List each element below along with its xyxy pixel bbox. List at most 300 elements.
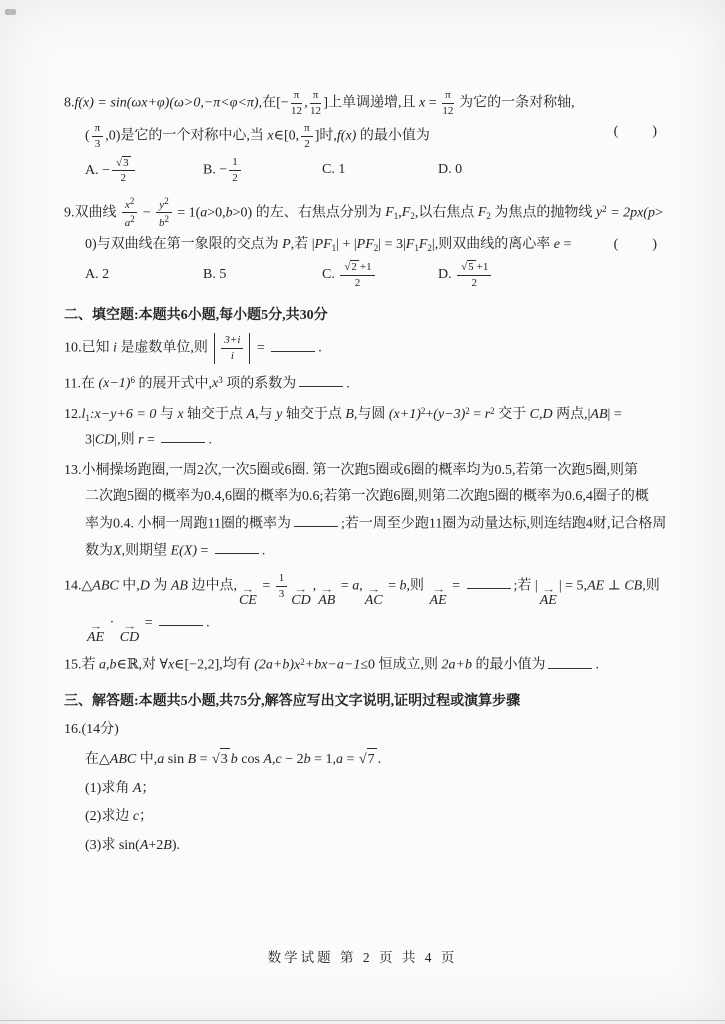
math-run: a,b: [99, 657, 117, 673]
text-run: ).: [171, 838, 181, 854]
text-run: π: [293, 89, 300, 101]
text-run: D. 0: [438, 162, 463, 178]
text-run: 1: [278, 571, 285, 584]
text-run: 为它的一条对称轴,: [455, 95, 575, 111]
question-15: [64, 654, 667, 676]
vector-symbol: [120, 622, 139, 645]
text-run: A. 2: [85, 266, 110, 282]
subscript: 1: [414, 243, 419, 254]
subscript: 2: [410, 211, 415, 222]
math-run: AB: [170, 578, 188, 594]
text-run: 边中点,: [187, 578, 237, 594]
text-run: 在△: [85, 751, 110, 767]
text-run: ,若 |: [290, 237, 315, 253]
vector-symbol: [318, 585, 335, 608]
text-run: ≤0 恒成立,则: [360, 657, 442, 673]
answer-blank-field: [299, 373, 343, 387]
math-run: +bx−a−1: [304, 657, 361, 673]
text-run: 2: [304, 137, 310, 150]
math-run: $F_1$: [405, 237, 419, 254]
q12-line-2: [85, 429, 667, 451]
text-run: ,则: [642, 578, 660, 594]
q11-line-1: [64, 373, 667, 395]
text-run: ]上单调递增,且: [323, 95, 419, 111]
text-run: .: [208, 431, 212, 447]
superscript: 2: [129, 195, 135, 206]
text-run: 2: [354, 276, 361, 289]
text-run: ,以右焦点: [414, 205, 478, 221]
q8-option-a: [85, 155, 203, 186]
math-run: a: [200, 205, 208, 221]
text-run: .: [346, 375, 350, 391]
text-run: 数为: [85, 543, 113, 559]
text-run: 13.小桐操场跑圈,一周2次,一次5圈或6圈. 第一次跑5圈或6圈的概率均为0.5,若第一次跑5圈,则第: [64, 462, 638, 478]
math-run: i: [230, 349, 234, 362]
math-run: B: [345, 406, 354, 422]
text-run: ；: [139, 809, 154, 825]
superscript: 2: [164, 195, 169, 206]
question-12: [64, 404, 667, 451]
text-run: +: [425, 406, 434, 422]
text-run: 二次跑5圈的概率为0.4,6圈的概率为0.6;若第一次跑6圈,则第二次跑5圈的概率为0.6,4圈子的概: [85, 489, 649, 505]
question-10: [64, 333, 667, 363]
math-run: b: [399, 578, 407, 594]
vector-base: CD: [291, 593, 311, 609]
math-run: $PF_2$: [356, 237, 379, 254]
fraction-denominator: [291, 104, 303, 118]
text-run: 11.在: [64, 375, 99, 391]
math-run: b: [230, 751, 238, 767]
text-run: | = 5,: [558, 578, 588, 594]
fraction-numerator: [301, 122, 313, 137]
text-run: | = 3|: [378, 237, 406, 253]
text-run: =: [253, 340, 269, 356]
text-run: ∈ℝ,对 ∀: [116, 657, 168, 673]
radical-sign-icon: √: [344, 261, 351, 274]
question-16: [64, 719, 667, 856]
text-run: ,在[: [258, 95, 281, 111]
math-run: $F_1$: [385, 205, 399, 222]
text-run: 的最小值为: [471, 657, 546, 673]
vector-symbol: [291, 585, 310, 608]
text-run: cos: [237, 751, 264, 767]
math-run: A: [263, 751, 272, 767]
text-run: 两点,|: [552, 406, 591, 422]
answer-blank-field: [294, 513, 338, 527]
math-run: C,D: [529, 406, 553, 422]
math-run: AB: [590, 406, 608, 422]
exam-content: [64, 88, 667, 866]
math-run: A: [246, 406, 256, 422]
text-run: (3)求 sin(: [85, 838, 140, 854]
math-run: $x^2$: [125, 195, 135, 211]
math-run: $b^2$: [158, 214, 169, 230]
math-run: a: [157, 751, 165, 767]
text-run: =: [384, 578, 400, 594]
q14-line-1: [64, 571, 667, 609]
fraction-numerator: [112, 156, 135, 172]
text-run: 3: [94, 137, 101, 150]
fraction: [122, 196, 137, 230]
math-run: $y^2$: [595, 204, 607, 221]
text-run: ；: [141, 780, 156, 796]
vector-arrow-icon: →: [366, 584, 381, 595]
math-run: $a^2$: [124, 214, 135, 230]
text-run: 2: [351, 261, 357, 274]
text-run: 2: [120, 172, 127, 185]
sqrt-expression: [461, 260, 476, 274]
math-run: i: [113, 340, 117, 356]
math-run: f(x) = sin(ωx+φ)(ω>0,−π<φ<π): [74, 95, 259, 111]
q9-option-c: [322, 259, 438, 290]
radical-sign-icon: √: [212, 751, 220, 767]
text-run: 的展开式中,: [134, 375, 212, 391]
fraction-numerator: [229, 156, 241, 171]
math-run: B: [163, 838, 172, 854]
text-run: ,: [359, 578, 363, 594]
math-run: c: [132, 809, 140, 825]
text-run: 1: [232, 156, 238, 169]
text-run: 中,: [118, 578, 140, 594]
text-run: π: [312, 89, 319, 101]
math-run: 2a+b: [441, 657, 472, 673]
text-run: ,: [271, 751, 276, 767]
math-run: $l_1$: [81, 406, 90, 423]
superscript: 2: [300, 656, 305, 667]
math-run: x: [418, 95, 426, 111]
q16-part-1: [85, 778, 667, 800]
fraction: [276, 572, 288, 600]
fraction: [301, 122, 313, 150]
q13-line-1: [64, 460, 667, 482]
fraction: [112, 156, 135, 185]
math-run: r: [138, 431, 144, 447]
q10-line-1: [64, 333, 667, 363]
math-run: a: [336, 751, 343, 767]
math-run: b: [303, 751, 311, 767]
math-run: f(x): [336, 128, 357, 144]
fraction-numerator: [291, 89, 303, 104]
text-run: +2: [148, 838, 164, 854]
superscript: 6: [130, 374, 135, 385]
text-run: ;若 |: [513, 578, 538, 594]
text-run: C. 1: [322, 162, 346, 178]
fraction: [92, 122, 104, 150]
vector-symbol: [540, 585, 557, 608]
text-run: |,则双曲线的离心率: [431, 237, 554, 253]
math-run: A: [132, 780, 142, 796]
radical-sign-icon: √: [461, 261, 468, 274]
text-run: >: [654, 205, 663, 221]
subscript: 2: [373, 243, 379, 254]
text-run: ,: [304, 95, 308, 111]
text-run: 16.(14分): [64, 722, 119, 738]
text-run: (1)求角: [85, 780, 133, 796]
text-run: 9.双曲线: [64, 205, 120, 221]
text-run: |,则: [114, 431, 139, 447]
text-run: (2)求边: [85, 809, 133, 825]
vector-base: AE: [87, 629, 105, 645]
answer-blank-field: [159, 612, 203, 626]
answer-blank-field: [215, 540, 259, 554]
text-run: ;若一周至少跑11圈为动量达标,则连结跑4财,记合格周: [340, 516, 667, 532]
q14-line-2: [85, 612, 667, 646]
math-run: X: [113, 543, 122, 559]
subscript: 2: [486, 211, 491, 222]
text-run: 项的系数为: [222, 375, 297, 391]
text-run: 8.: [64, 95, 75, 111]
text-run: +1: [476, 261, 489, 274]
fraction-denominator: [340, 276, 374, 290]
text-run: 3: [220, 751, 228, 767]
text-run: >0,: [207, 205, 226, 221]
math-run: $F_2$: [401, 205, 415, 222]
text-run: .: [377, 751, 382, 767]
math-run: B: [187, 751, 197, 767]
text-run: ,则: [406, 578, 428, 594]
superscript: 2: [490, 405, 495, 416]
text-run: =: [343, 751, 358, 767]
vector-base: CE: [238, 593, 257, 609]
math-run: CD: [94, 431, 115, 447]
math-run: y: [276, 406, 283, 422]
vector-arrow-icon: →: [294, 584, 308, 595]
subscript: 2: [427, 243, 432, 254]
math-run: a: [352, 578, 360, 594]
scan-bottom-edge: [0, 1020, 725, 1021]
q9-options: [85, 259, 667, 290]
fraction: [457, 260, 491, 289]
question-9: [64, 195, 667, 291]
q16-part-3: [85, 835, 667, 857]
vector-base: AE: [539, 593, 557, 609]
question-14: [64, 571, 667, 645]
text-run: =: [141, 614, 157, 630]
math-run: $r^2$: [484, 405, 495, 422]
fraction-denominator: [92, 137, 104, 151]
q16-part-2: [85, 806, 667, 828]
section-3-header: 三、解答题:本题共5小题,共75分,解答应写出文字说明,证明过程或演算步骤: [64, 694, 521, 710]
fraction-numerator: [221, 334, 243, 349]
fraction-denominator: [156, 213, 171, 230]
math-run: 3+i: [224, 334, 241, 347]
vector-base: AE: [429, 593, 447, 609]
q16-line-1: [64, 719, 667, 741]
q9-option-a: [85, 267, 203, 283]
text-run: =: [143, 431, 159, 447]
math-run: b: [225, 205, 233, 221]
text-run: | =: [607, 406, 622, 422]
fraction: [310, 89, 322, 117]
text-run: − 2: [281, 751, 304, 767]
text-run: 3: [123, 156, 129, 169]
superscript: 2: [602, 204, 607, 215]
fraction: [221, 334, 243, 362]
text-run: 12: [310, 104, 322, 117]
superscript: 3: [218, 374, 223, 385]
text-run: B. 5: [203, 266, 227, 282]
text-run: −: [280, 95, 289, 111]
subscript: 1: [331, 243, 337, 254]
answer-choice-bracket: ( ): [613, 124, 659, 140]
text-run: .: [261, 543, 266, 559]
text-run: B. −: [203, 162, 228, 178]
q8-option-c: [322, 162, 438, 178]
superscript: 2: [420, 405, 426, 416]
fraction-denominator: [221, 349, 243, 363]
text-run: =: [196, 751, 212, 767]
text-run: 交于: [494, 406, 530, 422]
sqrt-expression: [116, 156, 131, 170]
question-8: [64, 88, 667, 186]
text-run: ∈[0,: [273, 128, 300, 144]
fraction-numerator: [122, 196, 137, 214]
text-run: 为: [149, 578, 171, 594]
answer-blank-field: [271, 337, 315, 351]
vector-arrow-icon: →: [241, 584, 255, 595]
subscript: 1: [85, 412, 90, 423]
fraction-numerator: [310, 89, 322, 104]
text-run: ∈[−2,2],均有: [174, 657, 255, 673]
text-run: = 1,: [310, 751, 336, 767]
fraction-numerator: [276, 572, 288, 587]
radical-sign-icon: √: [358, 751, 367, 767]
text-run: .: [595, 657, 599, 673]
fraction-denominator: [229, 171, 241, 185]
fraction: [156, 196, 171, 230]
q8-options: [85, 155, 667, 186]
math-run: E(X): [170, 543, 197, 559]
math-run: D: [139, 578, 150, 594]
math-run: c: [275, 751, 282, 767]
math-run: A: [139, 838, 149, 854]
answer-blank-field: [161, 429, 205, 443]
page-footer: 数学试题 第 2 页 共 4 页: [267, 950, 458, 965]
text-run: =: [337, 578, 353, 594]
q15-line-1: [64, 654, 667, 676]
scan-artifact: [5, 9, 16, 15]
q16-line-2: [85, 748, 667, 771]
question-11: [64, 373, 667, 395]
text-run: =: [425, 95, 441, 111]
text-run: π: [445, 89, 451, 101]
text-run: 与: [156, 406, 178, 422]
sqrt-expression: [212, 748, 230, 771]
superscript: 2: [465, 405, 470, 416]
radicand: [350, 260, 359, 274]
text-run: 中,: [136, 751, 158, 767]
math-run: $(x+1)^2$: [388, 405, 426, 422]
text-run: =: [197, 543, 212, 559]
text-run: π: [94, 122, 101, 135]
text-run: =: [469, 406, 485, 422]
question-13: [64, 460, 667, 562]
q13-line-2: [85, 486, 667, 508]
answer-blank-field: [548, 654, 592, 668]
q8-option-d: [438, 162, 667, 178]
math-run: ABC: [109, 751, 137, 767]
text-run: 10.已知: [64, 340, 113, 356]
text-run: −: [139, 205, 155, 221]
math-run: $(y-3)^2$: [433, 405, 470, 422]
radicand: [122, 156, 131, 170]
text-run: 为焦点的抛物线: [490, 205, 596, 221]
text-run: .: [318, 340, 322, 356]
text-run: ,则期望: [121, 543, 171, 559]
text-run: ,与圆: [353, 406, 389, 422]
fraction-numerator: [340, 260, 374, 276]
math-run: x: [177, 406, 184, 422]
math-run: $(x-1)^6$: [98, 374, 135, 391]
sqrt-expression: [359, 748, 377, 771]
text-run: ,: [312, 578, 317, 594]
text-run: 轴交于点: [282, 406, 346, 422]
vector-base: AB: [318, 593, 336, 609]
text-run: π: [304, 122, 310, 135]
text-run: 12: [442, 104, 454, 117]
q8-line-2: [85, 121, 667, 151]
q9-option-d: [438, 259, 667, 290]
text-run: 率为0.4. 小桐一周跑11圈的概率为: [85, 516, 291, 532]
text-run: =: [448, 578, 464, 594]
fraction-denominator: [276, 587, 288, 601]
math-run: $PF_1$: [314, 237, 337, 254]
answer-choice-bracket: ( ): [613, 237, 659, 253]
fraction-denominator: [122, 213, 137, 230]
q12-line-1: [64, 404, 667, 426]
text-run: = 1(: [173, 205, 201, 221]
fraction: [442, 89, 454, 117]
fraction-denominator: [457, 276, 491, 290]
math-run: $F_2$: [477, 205, 491, 222]
q13-line-3: [85, 513, 667, 535]
math-run: e: [553, 237, 560, 253]
vector-symbol: [365, 585, 383, 608]
text-run: 14.△: [64, 578, 93, 594]
math-run: $x^2$: [294, 656, 305, 673]
q9-line-2: [85, 234, 667, 256]
fraction: [229, 156, 241, 184]
math-run: $y^2$: [159, 195, 169, 211]
text-run: ,: [398, 205, 402, 221]
absolute-value-bars: [214, 333, 250, 363]
radicand: [367, 748, 377, 771]
text-run: A. −: [85, 162, 111, 178]
text-run: .: [206, 614, 210, 630]
text-run: ·: [106, 614, 118, 630]
math-run: x: [167, 657, 175, 673]
fraction-numerator: [92, 122, 104, 137]
fraction-numerator: [442, 89, 454, 104]
math-run: P: [282, 237, 291, 253]
math-run: x: [267, 128, 274, 144]
fraction-denominator: [112, 171, 135, 185]
q8-option-b: [203, 155, 322, 185]
text-run: 2: [232, 171, 238, 184]
radicand: [467, 260, 476, 274]
fraction-denominator: [442, 104, 454, 118]
text-run: 0)与双曲线在第一象限的交点为: [85, 237, 283, 253]
vector-arrow-icon: →: [431, 584, 445, 595]
text-run: =: [258, 578, 274, 594]
vector-arrow-icon: →: [88, 620, 103, 631]
superscript: 2: [130, 214, 135, 225]
section-2-header: 二、填空题:本题共6小题,每小题5分,共30分: [64, 308, 328, 324]
sqrt-expression: [344, 260, 359, 274]
radical-sign-icon: √: [116, 156, 123, 169]
vector-symbol: [87, 622, 104, 645]
superscript: 2: [164, 214, 169, 225]
